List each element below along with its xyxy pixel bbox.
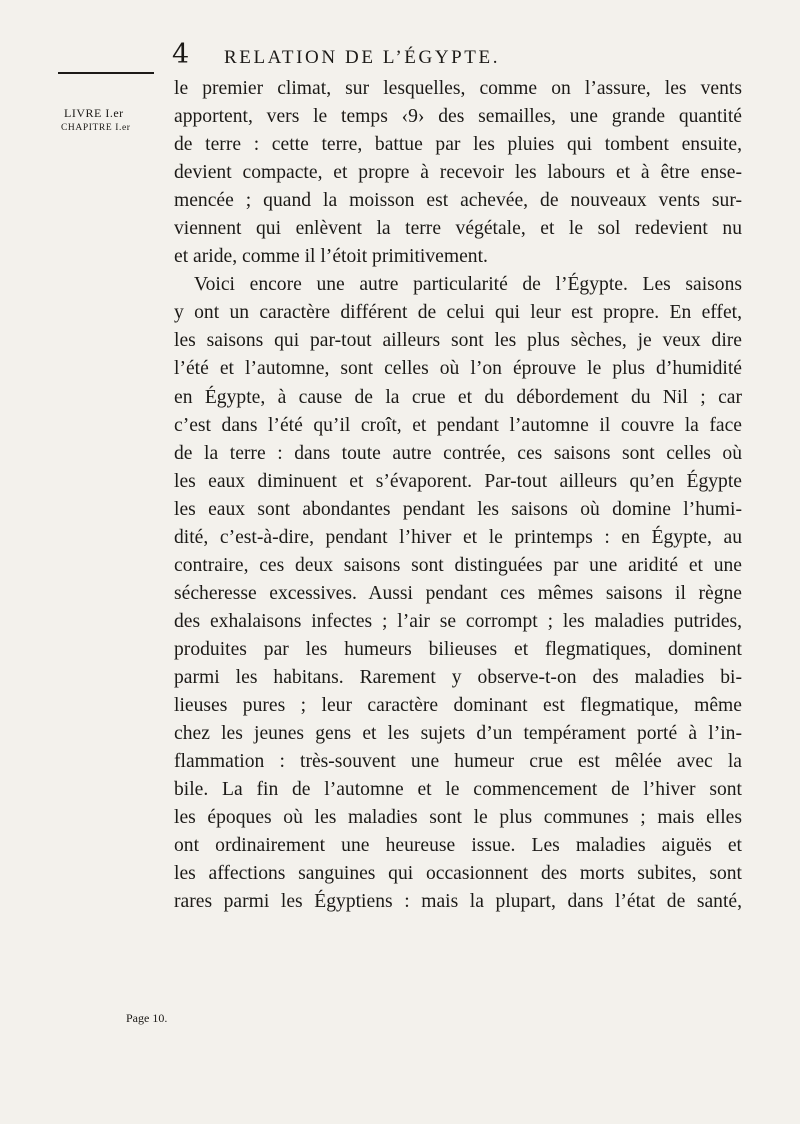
text-line: parmi les habitans. Rarement y observe-t-on des maladies bi- [174,666,742,688]
text-line: les eaux diminuent et s’évaporent. Par-tout ailleurs qu’en Égypte [174,470,742,492]
text-line: les saisons qui par-tout ailleurs sont les plus sèches, je veux dire [174,330,742,352]
text-line: de la terre : dans toute autre contrée, ces saisons sont celles où [174,442,742,464]
text-line: lieuses pures ; leur caractère dominant est flegmatique, même [174,695,742,717]
text-line: c’est dans l’été qu’il croît, et pendant l’automne il couvre la face [174,414,742,436]
text-line: mencée ; quand la moisson est achevée, de nouveaux vents sur- [174,190,742,212]
text-line: y ont un caractère différent de celui qui leur est propre. En effet, [174,302,742,324]
text-line: sécheresse excessives. Aussi pendant ces mêmes saisons il règne [174,582,742,604]
text-line: de terre : cette terre, battue par les pluies qui tombent ensuite, [174,134,742,156]
body-text [174,75,742,916]
text-line: l’été et l’automne, sont celles où l’on éprouve le plus d’humidité [174,358,742,380]
text-line: ont ordinairement une heureuse issue. Les maladies aiguës et [174,835,742,857]
margin-page-reference: Page 10. [126,1011,168,1025]
text-line: et aride, comme il l’étoit primitivement. [174,246,488,268]
text-line: viennent qui enlèvent la terre végétale, et le sol redevient nu [174,218,742,240]
text-line: le premier climat, sur lesquelles, comme on l’assure, les vents [174,78,742,99]
text-line: produites par les humeurs bilieuses et flegmatiques, dominent [174,638,742,660]
text-line: des exhalaisons infectes ; l’air se corrompt ; les maladies putrides, [174,610,742,632]
text-line: Voici encore une autre particularité de l’Égypte. Les saisons [194,274,742,296]
text-line: apportent, vers le temps ‹9› des semailles, une grande quantité [174,106,742,128]
text-line: dité, c’est-à-dire, pendant l’hiver et le printemps : en Égypte, au [174,526,742,548]
text-line: les affections sanguines qui occasionnent des morts subites, sont [174,863,742,885]
text-line: rares parmi les Égyptiens : mais la plupart, dans l’état de santé, [174,891,742,913]
text-line: bile. La fin de l’automne et le commencement de l’hiver sont [174,779,742,801]
margin-livre: LIVRE I.er [64,106,124,120]
text-line: en Égypte, à cause de la crue et du débordement du Nil ; car [174,386,742,408]
text-line: devient compacte, et propre à recevoir les labours et à être ense- [174,162,742,184]
text-line: les époques où les maladies sont le plus communes ; mais elles [174,807,742,829]
running-title: RELATION DE L’ÉGYPTE. [224,47,501,68]
text-line: flammation : très-souvent une humeur crue est mêlée avec la [174,751,742,773]
margin-rule [58,72,154,74]
text-line: les eaux sont abondantes pendant les saisons où domine l’humi- [174,498,742,520]
margin-chapitre: CHAPITRE I.er [61,123,131,133]
text-line: contraire, ces deux saisons sont distinguées par une aridité et une [174,554,742,576]
text-line: chez les jeunes gens et les sujets d’un tempérament porté à l’in- [174,723,742,745]
page-number: 4 [172,39,190,70]
